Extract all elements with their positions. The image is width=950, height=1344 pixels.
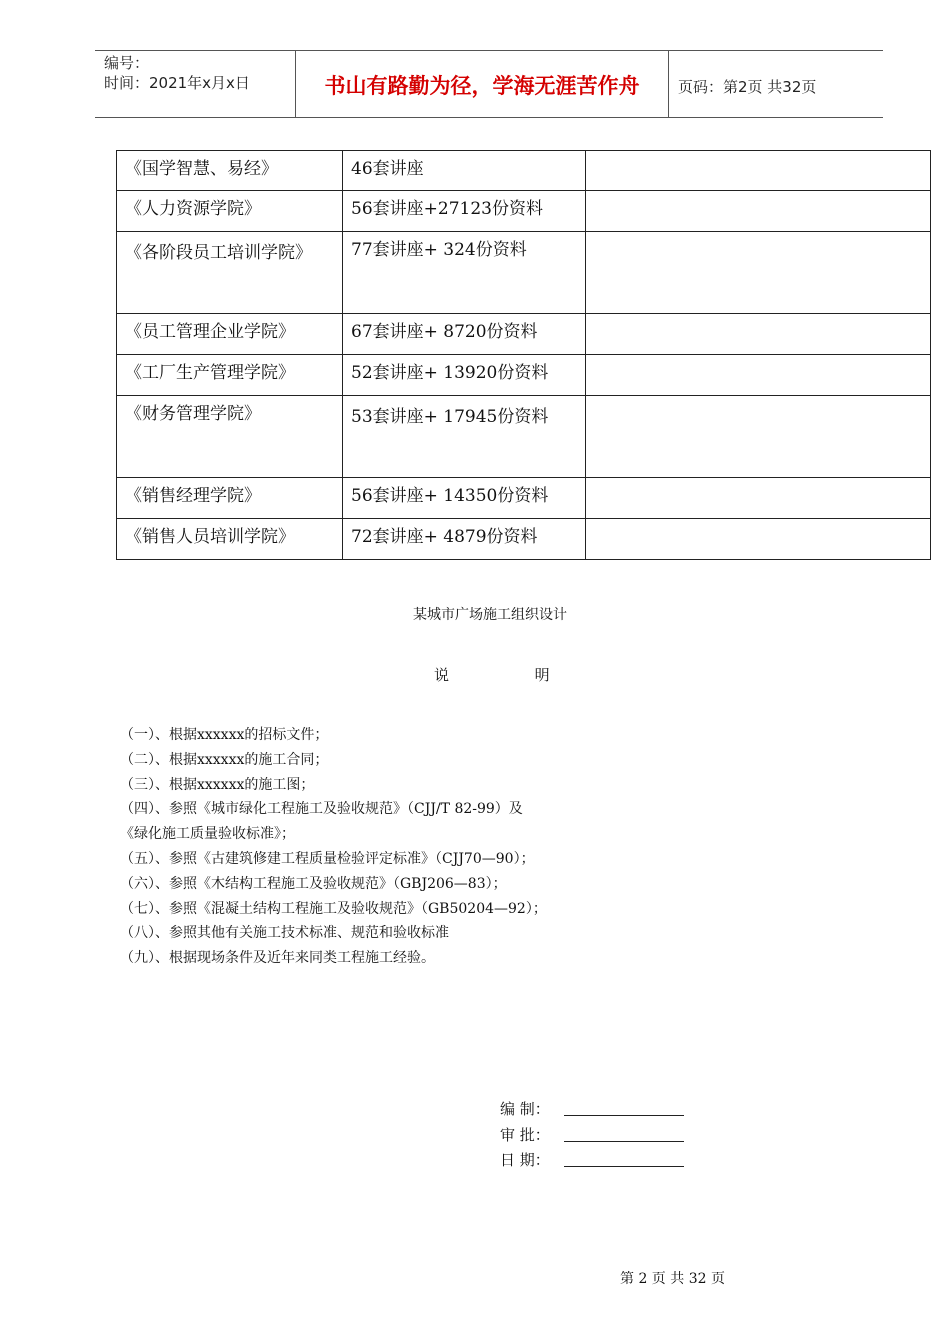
table-cell-name: 《国学智慧、易经》 bbox=[117, 151, 343, 191]
table-row bbox=[117, 314, 931, 355]
list-item: （九）、根据现场条件及近年来同类工程施工经验。 bbox=[120, 950, 435, 967]
list-item: （二）、根据xxxxxx的施工合同； bbox=[120, 751, 329, 768]
table-row bbox=[117, 151, 931, 191]
table-cell-name: 《员工管理企业学院》 bbox=[117, 314, 343, 355]
section-heading bbox=[434, 664, 550, 685]
table-row bbox=[117, 355, 931, 396]
table-cell-name: 《销售人员培训学院》 bbox=[117, 519, 343, 560]
heading-right-char: 明 bbox=[534, 666, 550, 684]
signature-date bbox=[500, 1149, 684, 1170]
list-item: （七）、参照《混凝土结构工程施工及验收规范》（GB50204—92）； bbox=[120, 900, 547, 917]
table-cell-name: 《财务管理学院》 bbox=[117, 396, 343, 478]
table-row bbox=[117, 478, 931, 519]
table-cell-note bbox=[586, 396, 931, 478]
compile-label: 编 制： bbox=[500, 1100, 550, 1118]
date-label: 日 期： bbox=[500, 1151, 550, 1169]
table-cell-content: 77套讲座+ 324份资料 bbox=[343, 232, 586, 314]
page-footer: 第 2 页 共 32 页 bbox=[620, 1271, 725, 1287]
table-cell-name: 《人力资源学院》 bbox=[117, 191, 343, 232]
approve-blank-line bbox=[564, 1127, 684, 1142]
header-page-info: 页码：第2页 共32页 bbox=[678, 78, 817, 96]
table-cell-note bbox=[586, 314, 931, 355]
list-item: （四）、参照《城市绿化工程施工及验收规范》（CJJ/T 82-99）及 bbox=[120, 801, 523, 818]
table-cell-content: 56套讲座+27123份资料 bbox=[343, 191, 586, 232]
heading-left-char: 说 bbox=[434, 666, 450, 684]
course-table bbox=[116, 150, 931, 560]
table-row bbox=[117, 232, 931, 314]
table-cell-content: 46套讲座 bbox=[343, 151, 586, 191]
table-cell-name: 《工厂生产管理学院》 bbox=[117, 355, 343, 396]
table-cell-content: 67套讲座+ 8720份资料 bbox=[343, 314, 586, 355]
list-item: （八）、参照其他有关施工技术标准、规范和验收标准 bbox=[120, 925, 449, 942]
list-item: （三）、根据xxxxxx的施工图； bbox=[120, 776, 315, 793]
compile-blank-line bbox=[564, 1101, 684, 1116]
list-item: （五）、参照《古建筑修建工程质量检验评定标准》（CJJ70—90）； bbox=[120, 850, 535, 867]
document-title: 某城市广场施工组织设计 bbox=[413, 607, 567, 623]
table-cell-content: 52套讲座+ 13920份资料 bbox=[343, 355, 586, 396]
header-bottom-rule bbox=[95, 117, 883, 118]
table-cell-note bbox=[586, 151, 931, 191]
table-cell-content: 53套讲座+ 17945份资料 bbox=[343, 396, 586, 478]
header-divider bbox=[668, 51, 669, 117]
table-row bbox=[117, 519, 931, 560]
table-cell-name: 《各阶段员工培训学院》 bbox=[117, 232, 343, 314]
table-cell-name: 《销售经理学院》 bbox=[117, 478, 343, 519]
header-top-rule bbox=[95, 50, 883, 51]
table-cell-note bbox=[586, 478, 931, 519]
list-item: （六）、参照《木结构工程施工及验收规范》（GBJ206—83）； bbox=[120, 875, 507, 892]
table-row bbox=[117, 396, 931, 478]
document-time-label: 时间：2021年x月x日 bbox=[104, 74, 250, 92]
signature-compile bbox=[500, 1098, 684, 1119]
header-motto: 书山有路勤为径，学海无涯苦作舟 bbox=[324, 74, 640, 98]
table-cell-note bbox=[586, 519, 931, 560]
table-cell-content: 72套讲座+ 4879份资料 bbox=[343, 519, 586, 560]
basis-list bbox=[120, 723, 547, 971]
date-blank-line bbox=[564, 1152, 684, 1167]
list-item: （一）、根据xxxxxx的招标文件； bbox=[120, 727, 329, 743]
table-row bbox=[117, 191, 931, 232]
table-cell-note bbox=[586, 191, 931, 232]
list-item: 《绿化施工质量验收标准》； bbox=[120, 826, 295, 843]
signature-approve bbox=[500, 1124, 684, 1145]
table-cell-note bbox=[586, 355, 931, 396]
table-cell-content: 56套讲座+ 14350份资料 bbox=[343, 478, 586, 519]
approve-label: 审 批： bbox=[500, 1126, 550, 1144]
table-cell-note bbox=[586, 232, 931, 314]
document-number-label: 编号： bbox=[104, 54, 150, 72]
